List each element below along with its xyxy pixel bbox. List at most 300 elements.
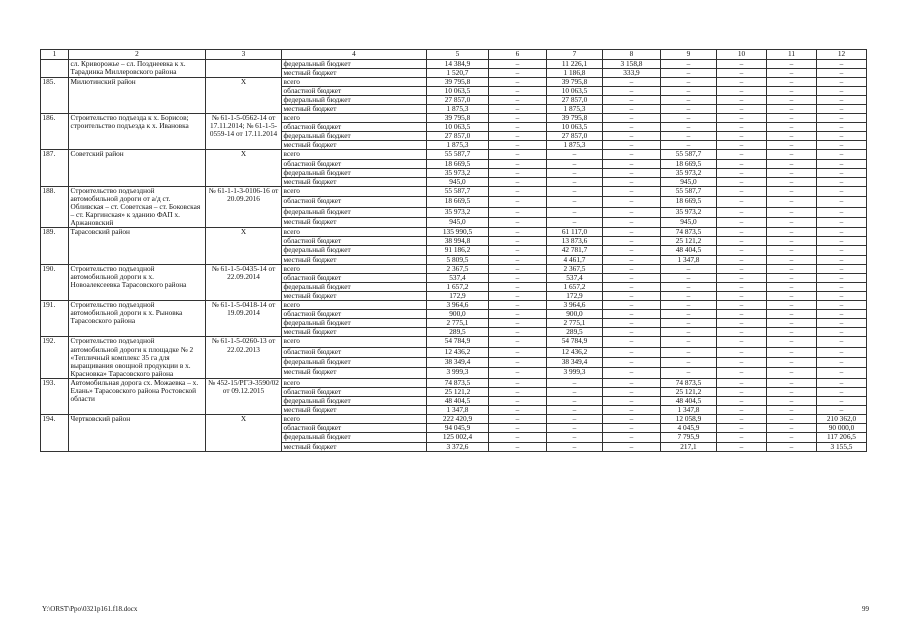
amount-cell: – xyxy=(603,282,661,291)
amount-cell: – xyxy=(717,159,767,168)
object-name: Чертковский район xyxy=(69,415,206,451)
amount-cell: 172,9 xyxy=(547,291,603,300)
amount-cell: – xyxy=(817,141,867,150)
amount-cell: – xyxy=(767,86,817,95)
funding-source: областной бюджет xyxy=(282,237,427,246)
amount-cell: – xyxy=(717,86,767,95)
amount-cell: – xyxy=(489,123,547,132)
amount-cell: 61 117,0 xyxy=(547,228,603,237)
amount-cell: 3 372,6 xyxy=(427,442,489,451)
column-number-header: 9 xyxy=(661,50,717,60)
amount-cell: 1 657,2 xyxy=(427,282,489,291)
amount-cell: 1 186,8 xyxy=(547,68,603,77)
amount-cell: 25 121,2 xyxy=(661,387,717,396)
amount-cell: – xyxy=(489,207,547,217)
amount-cell: – xyxy=(767,123,817,132)
amount-cell: – xyxy=(603,424,661,433)
amount-cell: – xyxy=(717,442,767,451)
amount-cell: 18 669,5 xyxy=(661,197,717,207)
funding-source: федеральный бюджет xyxy=(282,168,427,177)
amount-cell: – xyxy=(489,255,547,264)
amount-cell: – xyxy=(489,77,547,86)
funding-source: федеральный бюджет xyxy=(282,59,427,68)
amount-cell: 18 669,5 xyxy=(427,197,489,207)
amount-cell: – xyxy=(603,347,661,357)
amount-cell: 48 404,5 xyxy=(661,246,717,255)
amount-cell: – xyxy=(489,177,547,186)
amount-cell: 3 158,8 xyxy=(603,59,661,68)
column-number-header: 1 xyxy=(41,50,69,60)
amount-cell: – xyxy=(603,77,661,86)
funding-source: местный бюджет xyxy=(282,177,427,186)
amount-cell: 4 045,9 xyxy=(661,424,717,433)
amount-cell: 48 404,5 xyxy=(661,397,717,406)
amount-cell: – xyxy=(767,291,817,300)
amount-cell: – xyxy=(603,397,661,406)
item-number xyxy=(41,59,69,77)
amount-cell: – xyxy=(767,368,817,378)
amount-cell: – xyxy=(489,310,547,319)
amount-cell: 74 873,5 xyxy=(661,228,717,237)
item-number: 185. xyxy=(41,77,69,113)
amount-cell: – xyxy=(661,291,717,300)
amount-cell: – xyxy=(817,319,867,328)
amount-cell: – xyxy=(817,207,867,217)
table-row xyxy=(41,228,867,237)
amount-cell: – xyxy=(717,368,767,378)
amount-cell: 10 063,5 xyxy=(547,123,603,132)
amount-cell: – xyxy=(717,150,767,159)
table-row xyxy=(41,301,867,310)
amount-cell: – xyxy=(767,217,817,227)
amount-cell: – xyxy=(603,246,661,255)
amount-cell: – xyxy=(717,415,767,424)
amount-cell: 1 875,3 xyxy=(547,141,603,150)
funding-source: всего xyxy=(282,114,427,123)
amount-cell: – xyxy=(603,207,661,217)
amount-cell: 38 994,8 xyxy=(427,237,489,246)
amount-cell: 1 347,8 xyxy=(661,406,717,415)
item-number: 188. xyxy=(41,186,69,227)
amount-cell: – xyxy=(603,406,661,415)
expertise-document: № 61-1-5-0418-14 от 19.09.2014 xyxy=(206,301,282,337)
table-row xyxy=(41,150,867,159)
amount-cell: – xyxy=(661,358,717,368)
amount-cell: – xyxy=(817,264,867,273)
amount-cell: 39 795,8 xyxy=(427,114,489,123)
amount-cell: 27 857,0 xyxy=(547,132,603,141)
amount-cell: – xyxy=(661,123,717,132)
amount-cell: – xyxy=(661,273,717,282)
object-name: Строительство подъездной автомобильной дороги от а/д ст. Обливская – ст. Советская – ст. Боковская – ст. Каргинская» к зданию ФАП х. Аржановский xyxy=(69,186,206,227)
amount-cell: 537,4 xyxy=(547,273,603,282)
amount-cell: – xyxy=(603,197,661,207)
amount-cell: – xyxy=(817,168,867,177)
amount-cell: – xyxy=(603,433,661,442)
amount-cell: – xyxy=(661,141,717,150)
amount-cell: – xyxy=(767,406,817,415)
amount-cell: – xyxy=(489,132,547,141)
amount-cell: – xyxy=(817,123,867,132)
amount-cell: – xyxy=(817,114,867,123)
amount-cell: – xyxy=(767,68,817,77)
table-row xyxy=(41,77,867,86)
table-row xyxy=(41,337,867,347)
amount-cell: – xyxy=(717,433,767,442)
amount-cell: – xyxy=(767,168,817,177)
amount-cell: – xyxy=(767,237,817,246)
amount-cell: – xyxy=(767,397,817,406)
amount-cell: – xyxy=(717,68,767,77)
item-number: 193. xyxy=(41,378,69,414)
amount-cell: 1 347,8 xyxy=(661,255,717,264)
amount-cell: 7 795,9 xyxy=(661,433,717,442)
amount-cell: – xyxy=(817,397,867,406)
amount-cell: – xyxy=(547,207,603,217)
amount-cell: 10 063,5 xyxy=(547,86,603,95)
amount-cell: – xyxy=(603,378,661,387)
amount-cell: – xyxy=(767,387,817,396)
amount-cell: 55 587,7 xyxy=(661,186,717,196)
amount-cell: – xyxy=(717,114,767,123)
funding-source: областной бюджет xyxy=(282,273,427,282)
amount-cell: – xyxy=(603,159,661,168)
amount-cell: – xyxy=(767,347,817,357)
amount-cell: – xyxy=(767,177,817,186)
amount-cell: – xyxy=(489,397,547,406)
amount-cell: – xyxy=(603,150,661,159)
amount-cell: 10 063,5 xyxy=(427,86,489,95)
funding-source: всего xyxy=(282,186,427,196)
amount-cell: – xyxy=(489,301,547,310)
column-number-header: 2 xyxy=(69,50,206,60)
amount-cell: – xyxy=(603,186,661,196)
column-number-header: 8 xyxy=(603,50,661,60)
amount-cell: – xyxy=(817,337,867,347)
amount-cell: 55 587,7 xyxy=(427,150,489,159)
amount-cell: – xyxy=(489,347,547,357)
amount-cell: – xyxy=(717,387,767,396)
amount-cell: – xyxy=(767,132,817,141)
amount-cell: – xyxy=(547,159,603,168)
funding-source: местный бюджет xyxy=(282,442,427,451)
funding-source: местный бюджет xyxy=(282,255,427,264)
table-row xyxy=(41,186,867,196)
amount-cell: – xyxy=(489,406,547,415)
amount-cell: 1 520,7 xyxy=(427,68,489,77)
amount-cell: 54 784,9 xyxy=(547,337,603,347)
amount-cell: – xyxy=(817,368,867,378)
amount-cell: 94 045,9 xyxy=(427,424,489,433)
item-number: 186. xyxy=(41,114,69,150)
amount-cell: – xyxy=(767,95,817,104)
amount-cell: 945,0 xyxy=(661,177,717,186)
amount-cell: 2 775,1 xyxy=(427,319,489,328)
amount-cell: – xyxy=(717,207,767,217)
item-number: 192. xyxy=(41,337,69,378)
amount-cell: 5 809,5 xyxy=(427,255,489,264)
amount-cell: 945,0 xyxy=(427,217,489,227)
amount-cell: 222 420,9 xyxy=(427,415,489,424)
amount-cell: – xyxy=(767,442,817,451)
amount-cell: – xyxy=(767,104,817,113)
amount-cell: – xyxy=(547,406,603,415)
amount-cell: – xyxy=(767,228,817,237)
amount-cell: 3 964,6 xyxy=(427,301,489,310)
amount-cell: – xyxy=(489,95,547,104)
amount-cell: 14 384,9 xyxy=(427,59,489,68)
funding-source: федеральный бюджет xyxy=(282,358,427,368)
expertise-document: Х xyxy=(206,150,282,186)
amount-cell: 1 875,3 xyxy=(427,104,489,113)
amount-cell: – xyxy=(603,301,661,310)
amount-cell: – xyxy=(767,197,817,207)
amount-cell: – xyxy=(489,159,547,168)
amount-cell: – xyxy=(489,197,547,207)
amount-cell: – xyxy=(817,310,867,319)
amount-cell: – xyxy=(547,168,603,177)
amount-cell: 74 873,5 xyxy=(661,378,717,387)
column-number-header: 7 xyxy=(547,50,603,60)
amount-cell: – xyxy=(767,301,817,310)
amount-cell: 1 875,3 xyxy=(547,104,603,113)
funding-source: всего xyxy=(282,228,427,237)
amount-cell: – xyxy=(489,273,547,282)
amount-cell: – xyxy=(547,424,603,433)
amount-cell: 39 795,8 xyxy=(427,77,489,86)
amount-cell: – xyxy=(717,282,767,291)
amount-cell: 48 404,5 xyxy=(427,397,489,406)
amount-cell: – xyxy=(817,217,867,227)
amount-cell: – xyxy=(603,337,661,347)
amount-cell: – xyxy=(717,246,767,255)
amount-cell: – xyxy=(547,197,603,207)
funding-source: всего xyxy=(282,337,427,347)
amount-cell: – xyxy=(767,246,817,255)
amount-cell: – xyxy=(661,301,717,310)
object-name: Строительство подъезда к х. Борисов; строительство подъезда к х. Ивановка xyxy=(69,114,206,150)
amount-cell: – xyxy=(767,378,817,387)
funding-source: всего xyxy=(282,301,427,310)
funding-source: местный бюджет xyxy=(282,328,427,337)
amount-cell: 217,1 xyxy=(661,442,717,451)
column-number-header: 5 xyxy=(427,50,489,60)
amount-cell: – xyxy=(603,310,661,319)
amount-cell: – xyxy=(717,291,767,300)
amount-cell: – xyxy=(717,228,767,237)
amount-cell: 91 186,2 xyxy=(427,246,489,255)
amount-cell: 39 795,8 xyxy=(547,114,603,123)
amount-cell: – xyxy=(767,77,817,86)
amount-cell: 25 121,2 xyxy=(661,237,717,246)
amount-cell: – xyxy=(717,337,767,347)
amount-cell: 2 367,5 xyxy=(547,264,603,273)
amount-cell: – xyxy=(489,141,547,150)
amount-cell: 27 857,0 xyxy=(427,132,489,141)
amount-cell: – xyxy=(489,104,547,113)
amount-cell: – xyxy=(603,104,661,113)
amount-cell: – xyxy=(489,282,547,291)
amount-cell: – xyxy=(603,358,661,368)
funding-source: федеральный бюджет xyxy=(282,319,427,328)
amount-cell: – xyxy=(767,114,817,123)
amount-cell: – xyxy=(717,123,767,132)
amount-cell: 35 973,2 xyxy=(661,207,717,217)
amount-cell: – xyxy=(603,177,661,186)
funding-source: всего xyxy=(282,264,427,273)
page-number: 99 xyxy=(862,605,869,613)
amount-cell: – xyxy=(489,150,547,159)
funding-source: областной бюджет xyxy=(282,159,427,168)
expertise-document: № 452-15/РГЭ-3590/02 от 09.12.2015 xyxy=(206,378,282,414)
amount-cell: 18 669,5 xyxy=(661,159,717,168)
amount-cell: – xyxy=(767,59,817,68)
amount-cell: – xyxy=(603,264,661,273)
item-number: 191. xyxy=(41,301,69,337)
footer-file-path: Y:\ORST\Ppo\0321p161.f18.docx xyxy=(42,605,138,613)
amount-cell: – xyxy=(547,150,603,159)
amount-cell: – xyxy=(661,114,717,123)
amount-cell: – xyxy=(603,387,661,396)
amount-cell: – xyxy=(547,387,603,396)
expertise-document: № 61-1-1-3-0106-16 от 20.09.2016 xyxy=(206,186,282,227)
funding-source: всего xyxy=(282,415,427,424)
amount-cell: – xyxy=(817,197,867,207)
amount-cell: – xyxy=(717,347,767,357)
amount-cell: – xyxy=(817,387,867,396)
column-number-header: 10 xyxy=(717,50,767,60)
amount-cell: – xyxy=(489,424,547,433)
expertise-document xyxy=(206,59,282,77)
amount-cell: – xyxy=(717,424,767,433)
amount-cell: 2 775,1 xyxy=(547,319,603,328)
amount-cell: – xyxy=(547,177,603,186)
amount-cell: – xyxy=(717,95,767,104)
amount-cell: – xyxy=(661,368,717,378)
expertise-document: Х xyxy=(206,77,282,113)
amount-cell: 18 669,5 xyxy=(427,159,489,168)
amount-cell: – xyxy=(817,150,867,159)
amount-cell: – xyxy=(717,378,767,387)
item-number: 190. xyxy=(41,264,69,300)
amount-cell: – xyxy=(489,228,547,237)
amount-cell: – xyxy=(817,86,867,95)
amount-cell: 25 121,2 xyxy=(427,387,489,396)
object-name: Милютинский район xyxy=(69,77,206,113)
table-row xyxy=(41,114,867,123)
column-number-header: 6 xyxy=(489,50,547,60)
amount-cell: – xyxy=(767,328,817,337)
table-row xyxy=(41,264,867,273)
column-number-header: 4 xyxy=(282,50,427,60)
funding-source: федеральный бюджет xyxy=(282,95,427,104)
amount-cell: – xyxy=(817,347,867,357)
amount-cell: – xyxy=(489,237,547,246)
amount-cell: – xyxy=(767,282,817,291)
amount-cell: – xyxy=(767,159,817,168)
amount-cell: 210 362,0 xyxy=(817,415,867,424)
amount-cell: 3 999,3 xyxy=(547,368,603,378)
amount-cell: 4 461,7 xyxy=(547,255,603,264)
expertise-document: № 61-1-5-0562-14 от 17.11.2014; № 61-1-5-0559-14 от 17.11.2014 xyxy=(206,114,282,150)
amount-cell: – xyxy=(489,328,547,337)
amount-cell: – xyxy=(767,186,817,196)
amount-cell: – xyxy=(489,59,547,68)
amount-cell: – xyxy=(603,86,661,95)
amount-cell: – xyxy=(661,132,717,141)
amount-cell: – xyxy=(717,358,767,368)
amount-cell: – xyxy=(717,141,767,150)
amount-cell: 12 436,2 xyxy=(547,347,603,357)
item-number: 194. xyxy=(41,415,69,451)
funding-source: федеральный бюджет xyxy=(282,246,427,255)
amount-cell: – xyxy=(817,237,867,246)
funding-source: местный бюджет xyxy=(282,68,427,77)
amount-cell: 90 000,0 xyxy=(817,424,867,433)
amount-cell: – xyxy=(767,255,817,264)
amount-cell: – xyxy=(603,95,661,104)
amount-cell: – xyxy=(489,319,547,328)
amount-cell: – xyxy=(817,68,867,77)
amount-cell: – xyxy=(717,273,767,282)
amount-cell: – xyxy=(817,328,867,337)
amount-cell: 74 873,5 xyxy=(427,378,489,387)
amount-cell: – xyxy=(717,319,767,328)
funding-source: федеральный бюджет xyxy=(282,397,427,406)
funding-source: местный бюджет xyxy=(282,406,427,415)
amount-cell: – xyxy=(717,397,767,406)
funding-source: федеральный бюджет xyxy=(282,433,427,442)
amount-cell: – xyxy=(817,378,867,387)
amount-cell: – xyxy=(661,86,717,95)
amount-cell: – xyxy=(817,255,867,264)
amount-cell: 54 784,9 xyxy=(427,337,489,347)
funding-source: областной бюджет xyxy=(282,387,427,396)
amount-cell: – xyxy=(717,328,767,337)
amount-cell: – xyxy=(489,168,547,177)
amount-cell: 35 973,2 xyxy=(661,168,717,177)
amount-cell: – xyxy=(489,358,547,368)
amount-cell: – xyxy=(717,197,767,207)
amount-cell: 3 155,5 xyxy=(817,442,867,451)
amount-cell: – xyxy=(817,95,867,104)
amount-cell: 55 587,7 xyxy=(661,150,717,159)
amount-cell: – xyxy=(717,59,767,68)
amount-cell: 1 875,3 xyxy=(427,141,489,150)
amount-cell: 39 795,8 xyxy=(547,77,603,86)
amount-cell: 12 436,2 xyxy=(427,347,489,357)
amount-cell: – xyxy=(661,319,717,328)
funding-source: всего xyxy=(282,150,427,159)
amount-cell: – xyxy=(603,217,661,227)
amount-cell: – xyxy=(661,310,717,319)
amount-cell: – xyxy=(817,132,867,141)
funding-source: местный бюджет xyxy=(282,141,427,150)
amount-cell: – xyxy=(489,378,547,387)
amount-cell: 35 973,2 xyxy=(427,168,489,177)
amount-cell: 2 367,5 xyxy=(427,264,489,273)
amount-cell: – xyxy=(603,415,661,424)
amount-cell: – xyxy=(717,264,767,273)
amount-cell: – xyxy=(603,228,661,237)
table-row xyxy=(41,378,867,387)
amount-cell: – xyxy=(817,228,867,237)
amount-cell: – xyxy=(717,310,767,319)
amount-cell: – xyxy=(767,337,817,347)
amount-cell: 945,0 xyxy=(661,217,717,227)
amount-cell: – xyxy=(817,246,867,255)
amount-cell: – xyxy=(817,104,867,113)
